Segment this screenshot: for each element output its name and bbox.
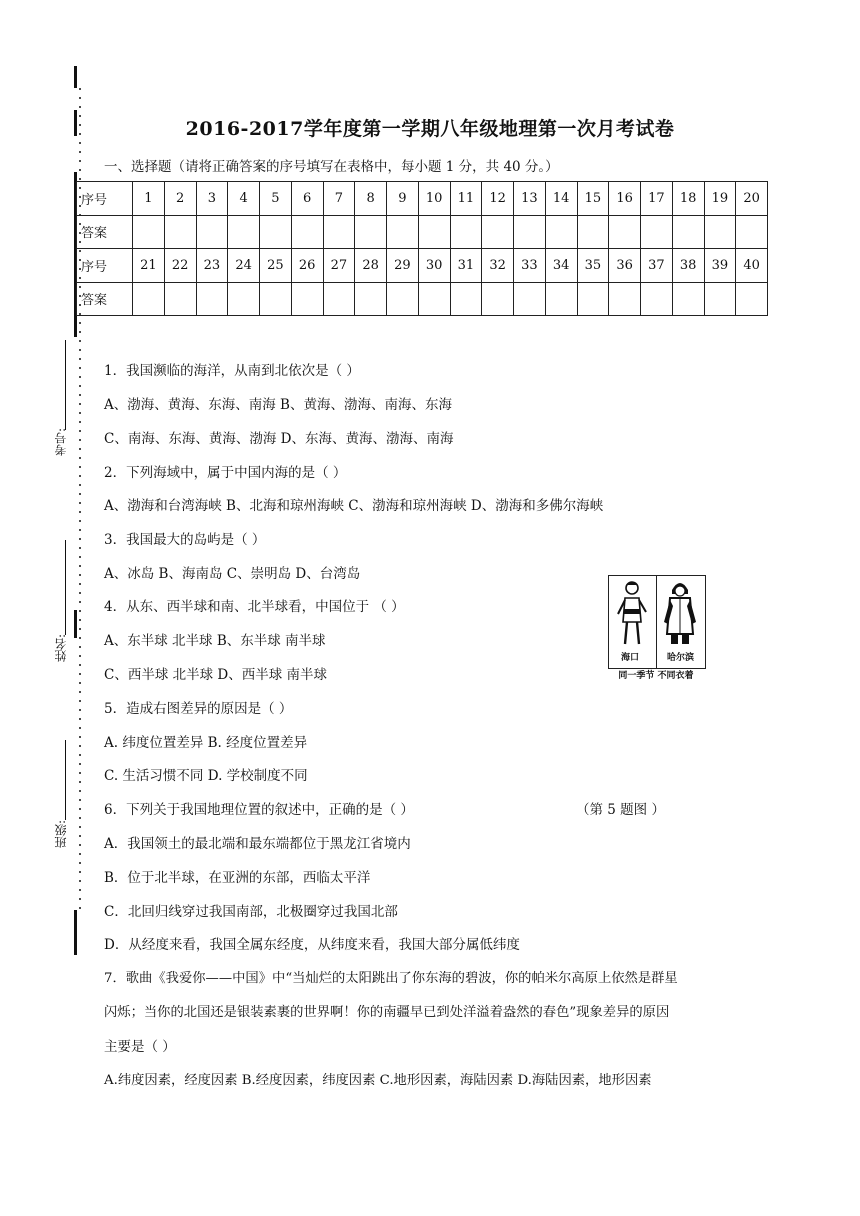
binding-dot xyxy=(79,808,81,810)
binding-dot xyxy=(79,178,81,180)
answer-table xyxy=(76,181,768,316)
binding-dot xyxy=(79,394,81,396)
binding-dot xyxy=(79,637,81,639)
answer-cell[interactable] xyxy=(577,282,609,316)
binding-dot xyxy=(79,547,81,549)
row-label-number: 序号 xyxy=(77,182,133,216)
question-1-option-line: C、南海、东海、黄海、渤海 D、东海、黄海、渤海、南海 xyxy=(104,431,454,447)
binding-dot xyxy=(79,403,81,405)
binding-dot xyxy=(79,322,81,324)
binding-dot xyxy=(79,538,81,540)
table-cell: 8 xyxy=(355,182,387,216)
table-cell: 16 xyxy=(609,182,641,216)
table-cell: 36 xyxy=(609,249,641,283)
figure-reference: （第 5 题图 ） xyxy=(576,802,665,818)
name-line xyxy=(65,540,66,635)
answer-cell[interactable] xyxy=(387,215,419,249)
binding-dot xyxy=(79,835,81,837)
table-cell: 9 xyxy=(387,182,419,216)
table-cell: 7 xyxy=(323,182,355,216)
row-label-number: 序号 xyxy=(77,249,133,283)
table-cell: 39 xyxy=(704,249,736,283)
table-row-numbers-1 xyxy=(77,182,768,216)
table-cell: 2 xyxy=(164,182,196,216)
answer-cell[interactable] xyxy=(196,215,228,249)
table-cell: 33 xyxy=(514,249,546,283)
table-cell: 14 xyxy=(545,182,577,216)
question-4-option-line: A、东半球 北半球 B、东半球 南半球 xyxy=(104,633,326,649)
binding-dot xyxy=(79,331,81,333)
binding-dot xyxy=(79,646,81,648)
table-cell: 17 xyxy=(641,182,673,216)
question-3-option-line: A、冰岛 B、海南岛 C、崇明岛 D、台湾岛 xyxy=(104,566,361,582)
answer-cell[interactable] xyxy=(545,215,577,249)
binding-dot xyxy=(79,673,81,675)
answer-cell[interactable] xyxy=(609,282,641,316)
answer-cell[interactable] xyxy=(164,282,196,316)
table-cell: 11 xyxy=(450,182,482,216)
binding-dot xyxy=(79,709,81,711)
answer-cell[interactable] xyxy=(736,215,768,249)
binding-dot xyxy=(79,349,81,351)
table-cell: 5 xyxy=(260,182,292,216)
table-cell: 21 xyxy=(133,249,165,283)
exam-no-label: 考号: xyxy=(54,428,68,457)
binding-dot xyxy=(79,871,81,873)
table-cell: 15 xyxy=(577,182,609,216)
question-7-stem-line: 主要是（ ） xyxy=(104,1039,176,1055)
table-cell: 31 xyxy=(450,249,482,283)
table-cell: 24 xyxy=(228,249,260,283)
table-cell: 12 xyxy=(482,182,514,216)
binding-dot xyxy=(79,655,81,657)
question-4-stem: 4．从东、西半球和南、北半球看，中国位于 （ ） xyxy=(104,599,405,615)
table-cell: 18 xyxy=(672,182,704,216)
binding-bar-5 xyxy=(74,910,77,955)
binding-dot xyxy=(79,493,81,495)
section-heading: 一、选择题（请将正确答案的序号填写在表格中，每小题 1 分，共 40 分。） xyxy=(104,159,559,175)
answer-cell[interactable] xyxy=(355,215,387,249)
binding-dot xyxy=(79,619,81,621)
table-cell: 27 xyxy=(323,249,355,283)
table-cell: 20 xyxy=(736,182,768,216)
answer-cell[interactable] xyxy=(641,215,673,249)
binding-dot xyxy=(79,745,81,747)
answer-cell[interactable] xyxy=(418,215,450,249)
table-cell: 26 xyxy=(291,249,323,283)
answer-cell[interactable] xyxy=(609,215,641,249)
table-cell: 23 xyxy=(196,249,228,283)
answer-cell[interactable] xyxy=(133,282,165,316)
answer-cell[interactable] xyxy=(196,282,228,316)
table-cell: 3 xyxy=(196,182,228,216)
answer-cell[interactable] xyxy=(704,282,736,316)
question-2-stem: 2．下列海域中，属于中国内海的是（ ） xyxy=(104,465,347,481)
class-line xyxy=(65,740,66,820)
binding-dot xyxy=(79,574,81,576)
binding-dot xyxy=(79,439,81,441)
binding-dot xyxy=(79,151,81,153)
binding-dot xyxy=(79,340,81,342)
answer-cell[interactable] xyxy=(164,215,196,249)
binding-dot xyxy=(79,142,81,144)
table-cell: 25 xyxy=(260,249,292,283)
binding-dot xyxy=(79,664,81,666)
table-cell: 35 xyxy=(577,249,609,283)
answer-cell[interactable] xyxy=(387,282,419,316)
binding-dot xyxy=(79,682,81,684)
question-7-stem-line: 7．歌曲《我爱你——中国》中“当灿烂的太阳跳出了你东海的碧波，你的帕米尔高原上依然是群星 xyxy=(104,971,678,986)
clothing-comparison-figure xyxy=(608,575,706,669)
binding-dot xyxy=(79,106,81,108)
binding-dot xyxy=(79,790,81,792)
table-row-answers-1 xyxy=(77,215,768,249)
question-6-option-line: A．我国领土的最北端和最东端都位于黑龙江省境内 xyxy=(104,836,411,852)
table-cell: 37 xyxy=(641,249,673,283)
answer-cell[interactable] xyxy=(577,215,609,249)
answer-cell[interactable] xyxy=(514,282,546,316)
answer-cell[interactable] xyxy=(291,215,323,249)
question-1-stem: 1．我国濒临的海洋，从南到北依次是（ ） xyxy=(104,363,360,379)
binding-dot xyxy=(79,610,81,612)
table-cell: 22 xyxy=(164,249,196,283)
binding-dot xyxy=(79,898,81,900)
question-6-option-line: C．北回归线穿过我国南部，北极圈穿过我国北部 xyxy=(104,904,398,920)
binding-dot xyxy=(79,556,81,558)
exam-no-line xyxy=(65,340,66,430)
table-cell: 34 xyxy=(545,249,577,283)
binding-dot xyxy=(79,718,81,720)
answer-cell[interactable] xyxy=(260,215,292,249)
haikou-panel xyxy=(609,576,656,668)
answer-cell[interactable] xyxy=(704,215,736,249)
binding-dot xyxy=(79,529,81,531)
binding-dot xyxy=(79,169,81,171)
binding-dot xyxy=(79,799,81,801)
binding-dot xyxy=(79,772,81,774)
question-5-option-line: C. 生活习惯不同 D. 学校制度不同 xyxy=(104,768,308,784)
answer-cell[interactable] xyxy=(514,215,546,249)
binding-dot xyxy=(79,628,81,630)
answer-cell[interactable] xyxy=(545,282,577,316)
binding-dot xyxy=(79,88,81,90)
binding-dot xyxy=(79,763,81,765)
binding-dot xyxy=(79,700,81,702)
binding-dot xyxy=(79,457,81,459)
binding-bar-4 xyxy=(74,610,77,638)
question-5-stem: 5．造成右图差异的原因是（ ） xyxy=(104,701,293,717)
binding-dot xyxy=(79,160,81,162)
answer-cell[interactable] xyxy=(418,282,450,316)
table-cell: 6 xyxy=(291,182,323,216)
binding-dot xyxy=(79,691,81,693)
answer-cell[interactable] xyxy=(672,215,704,249)
question-7-stem-line: 闪烁；当你的北国还是银装素裹的世界啊！你的南疆早已到处洋溢着盎然的春色”现象差异的原因 xyxy=(104,1005,670,1020)
binding-dot xyxy=(79,511,81,513)
table-cell: 40 xyxy=(736,249,768,283)
binding-dot xyxy=(79,601,81,603)
answer-cell[interactable] xyxy=(672,282,704,316)
binding-dot xyxy=(79,484,81,486)
binding-dot xyxy=(79,376,81,378)
answer-cell[interactable] xyxy=(736,282,768,316)
row-label-answer: 答案 xyxy=(77,282,133,316)
class-label: 班级: xyxy=(54,820,68,849)
table-cell: 30 xyxy=(418,249,450,283)
binding-dot xyxy=(79,367,81,369)
figure-caption: 同一季节 不同衣着 xyxy=(618,671,694,681)
binding-dot xyxy=(79,475,81,477)
binding-dot xyxy=(79,754,81,756)
binding-dot xyxy=(79,736,81,738)
binding-dot xyxy=(79,358,81,360)
table-cell: 38 xyxy=(672,249,704,283)
table-cell: 4 xyxy=(228,182,260,216)
question-6-stem: 6．下列关于我国地理位置的叙述中，正确的是（ ） xyxy=(104,802,414,818)
question-3-stem: 3．我国最大的岛屿是（ ） xyxy=(104,532,266,548)
binding-dot xyxy=(79,583,81,585)
question-5-option-line: A. 纬度位置差异 B. 经度位置差异 xyxy=(104,735,308,751)
binding-dot xyxy=(79,412,81,414)
answer-cell[interactable] xyxy=(323,215,355,249)
binding-dot xyxy=(79,889,81,891)
binding-dot xyxy=(79,421,81,423)
answer-cell[interactable] xyxy=(355,282,387,316)
answer-cell[interactable] xyxy=(482,282,514,316)
binding-dot xyxy=(79,502,81,504)
table-cell: 19 xyxy=(704,182,736,216)
harbin-panel xyxy=(657,576,704,668)
binding-dot xyxy=(79,565,81,567)
binding-dot xyxy=(79,430,81,432)
answer-cell[interactable] xyxy=(133,215,165,249)
table-row-numbers-2 xyxy=(77,249,768,283)
table-row-answers-2 xyxy=(77,282,768,316)
binding-dot xyxy=(79,862,81,864)
table-cell: 10 xyxy=(418,182,450,216)
answer-cell[interactable] xyxy=(641,282,673,316)
binding-dot xyxy=(79,448,81,450)
table-cell: 32 xyxy=(482,249,514,283)
answer-cell[interactable] xyxy=(291,282,323,316)
answer-cell[interactable] xyxy=(228,215,260,249)
question-6-option-line: D．从经度来看，我国全属东经度，从纬度来看，我国大部分属低纬度 xyxy=(104,937,520,953)
answer-cell[interactable] xyxy=(323,282,355,316)
binding-dot xyxy=(79,907,81,909)
binding-dot xyxy=(79,727,81,729)
table-cell: 29 xyxy=(387,249,419,283)
binding-dot xyxy=(79,781,81,783)
binding-dot xyxy=(79,853,81,855)
binding-dot xyxy=(79,385,81,387)
binding-dot xyxy=(79,520,81,522)
question-7-option-line: A.纬度因素，经度因素 B.经度因素，纬度因素 C.地形因素，海陆因素 D.海陆因素，地形因素 xyxy=(104,1073,652,1088)
question-6-option-line: B．位于北半球，在亚洲的东部，西临太平洋 xyxy=(104,870,371,886)
page-title: 2016-2017学年度第一学期八年级地理第一次月考试卷 xyxy=(185,118,675,140)
binding-dot xyxy=(79,592,81,594)
answer-cell[interactable] xyxy=(450,282,482,316)
harbin-label: 哈尔滨 xyxy=(667,653,695,663)
binding-dot xyxy=(79,880,81,882)
name-label: 姓名: xyxy=(54,634,68,663)
binding-dot xyxy=(79,466,81,468)
answer-cell[interactable] xyxy=(482,215,514,249)
question-2-option-line: A、渤海和台湾海峡 B、北海和琼州海峡 C、渤海和琼州海峡 D、渤海和多佛尔海峡 xyxy=(104,498,604,514)
haikou-label: 海口 xyxy=(621,653,640,663)
table-cell: 28 xyxy=(355,249,387,283)
binding-dot xyxy=(79,826,81,828)
answer-cell[interactable] xyxy=(260,282,292,316)
row-label-answer: 答案 xyxy=(77,215,133,249)
question-1-option-line: A、渤海、黄海、东海、南海 B、黄海、渤海、南海、东海 xyxy=(104,397,452,413)
binding-dot xyxy=(79,844,81,846)
binding-bar-top xyxy=(74,66,77,88)
question-4-option-line: C、西半球 北半球 D、西半球 南半球 xyxy=(104,667,328,683)
binding-dot xyxy=(79,97,81,99)
answer-cell[interactable] xyxy=(228,282,260,316)
table-cell: 1 xyxy=(133,182,165,216)
binding-dot xyxy=(79,817,81,819)
table-cell: 13 xyxy=(514,182,546,216)
answer-cell[interactable] xyxy=(450,215,482,249)
